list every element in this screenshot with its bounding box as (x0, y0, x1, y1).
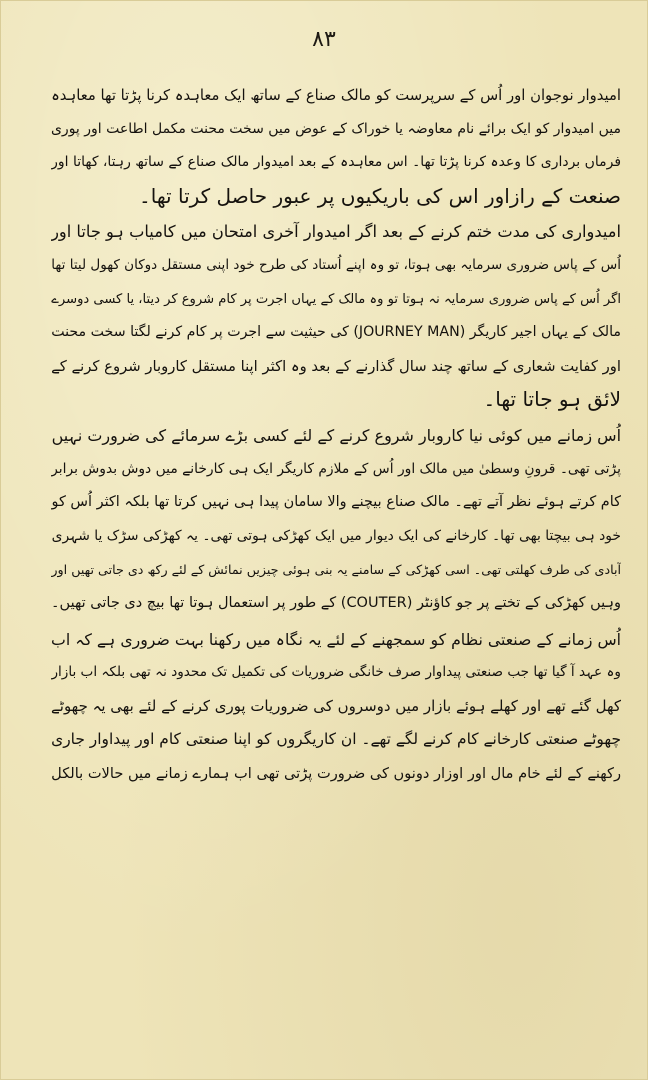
text-line: صنعت کے رازاور اس کی باریکیوں پر عبور حاصل کرتا تھا۔ (139, 183, 621, 208)
text-line: آبادی کی طرف کھلتی تھی۔ اسی کھڑکی کے سامنے یہ بنی ہوئی چیزیں نمائش کے لئے رکھ دی جاتی تھیں اور (51, 562, 621, 578)
text-line: کام کرتے ہوئے نظر آتے تھے۔ مالک صناع بیچنے والا سامان پیدا ہی نہیں کرتا تھا بلکہ اکثر اُس کو (51, 494, 621, 511)
text-line: میں امیدوار کو ایک برائے نام معاوضہ یا خوراک کے عوض میں سخت محنت مکمل اطاعت اور پوری (51, 120, 621, 137)
text-line: اُس زمانے کے صنعتی نظام کو سمجھنے کے لئے یہ نگاہ میں رکھنا بہت ضروری ہے کہ اب (51, 629, 621, 649)
text-line: اُس زمانے میں کوئی نیا کاروبار شروع کرنے کے لئے کسی بڑے سرمائے کی ضرورت نہیں (51, 425, 621, 445)
text-line: کھل گئے تھے اور کھلے ہوئے بازار میں دوسروں کی ضروریات پوری کرنے کے لئے بھی یہ چھوٹے (51, 696, 621, 715)
paragraph-3 (51, 419, 621, 621)
text-line: رکھنے کے لئے خام مال اور اوزار دونوں کی ضرورت پڑتی تھی اب ہمارے زمانے میں حالات بالکل (51, 764, 621, 782)
text-line: چھوٹے صنعتی کارخانے کام کرنے لگے تھے۔ ان کاریگروں کو اپنا صنعتی کام اور پیداوار جاری (51, 730, 621, 749)
paragraph-2 (51, 215, 621, 417)
text-line: وہیں کھڑکی کے تختے پر جو کاؤنٹر (COUTER) کے طور پر استعمال ہوتا تھا بیچ دی جاتی تھیں۔ (51, 594, 621, 611)
text-line: خود ہی بیچتا بھی تھا۔ کارخانے کی ایک دیوار میں ایک کھڑکی ہوتی تھی۔ یہ کھڑکی سڑک یا شہری (51, 527, 621, 544)
page-number: ۸۳ (312, 27, 336, 52)
text-line: اور کفایت شعاری کے ساتھ چند سال گذارنے کے بعد وہ اکثر اپنا مستقل کاروبار شروع کرنے کے (51, 357, 621, 375)
text-line: مالک کے یہاں اجیر کاریگر (JOURNEY MAN) کی حیثیت سے اجرت پر کام کرنے لگتا سخت محنت (51, 324, 621, 341)
page-body-text (51, 79, 621, 790)
text-line: امیدوار نوجوان اور اُس کے سرپرست کو مالک صناع کے ساتھ ایک معاہدہ کرنا پڑتا تھا معاہدہ (51, 87, 621, 104)
text-line: پڑتی تھی۔ قرونِ وسطیٰ میں مالک اور اُس کے ملازم کاریگر ایک ہی کارخانے میں دوش بدوش برابر (51, 460, 621, 477)
paragraph-1 (51, 79, 621, 213)
text-line: امیدواری کی مدت ختم کرنے کے بعد اگر امیدوار آخری امتحان میں کامیاب ہو جاتا اور (51, 222, 621, 242)
paragraph-4 (51, 623, 621, 791)
text-line: لائق ہو جاتا تھا۔ (483, 387, 621, 412)
text-line: اُس کے پاس ضروری سرمایہ بھی ہوتا، تو وہ اپنے اُستاد کی طرح خود اپنی مستقل دوکان کھول لیتا تھا (51, 256, 621, 273)
text-line: اگر اُس کے پاس ضروری سرمایہ نہ ہوتا تو وہ مالک کے یہاں اجرت پر کام شروع کر دیتا، یا کسی دوسرے (51, 291, 621, 307)
text-line: فرماں برداری کا وعدہ کرنا پڑتا تھا۔ اس معاہدہ کے بعد امیدوار مالک صناع کے ساتھ رہتا، کھاتا اور (51, 154, 621, 171)
text-line: وہ عہد آ گیا تھا جب صنعتی پیداوار صرف خانگی ضروریات کی تکمیل تک محدود نہ تھی بلکہ اب بازار (51, 664, 621, 681)
